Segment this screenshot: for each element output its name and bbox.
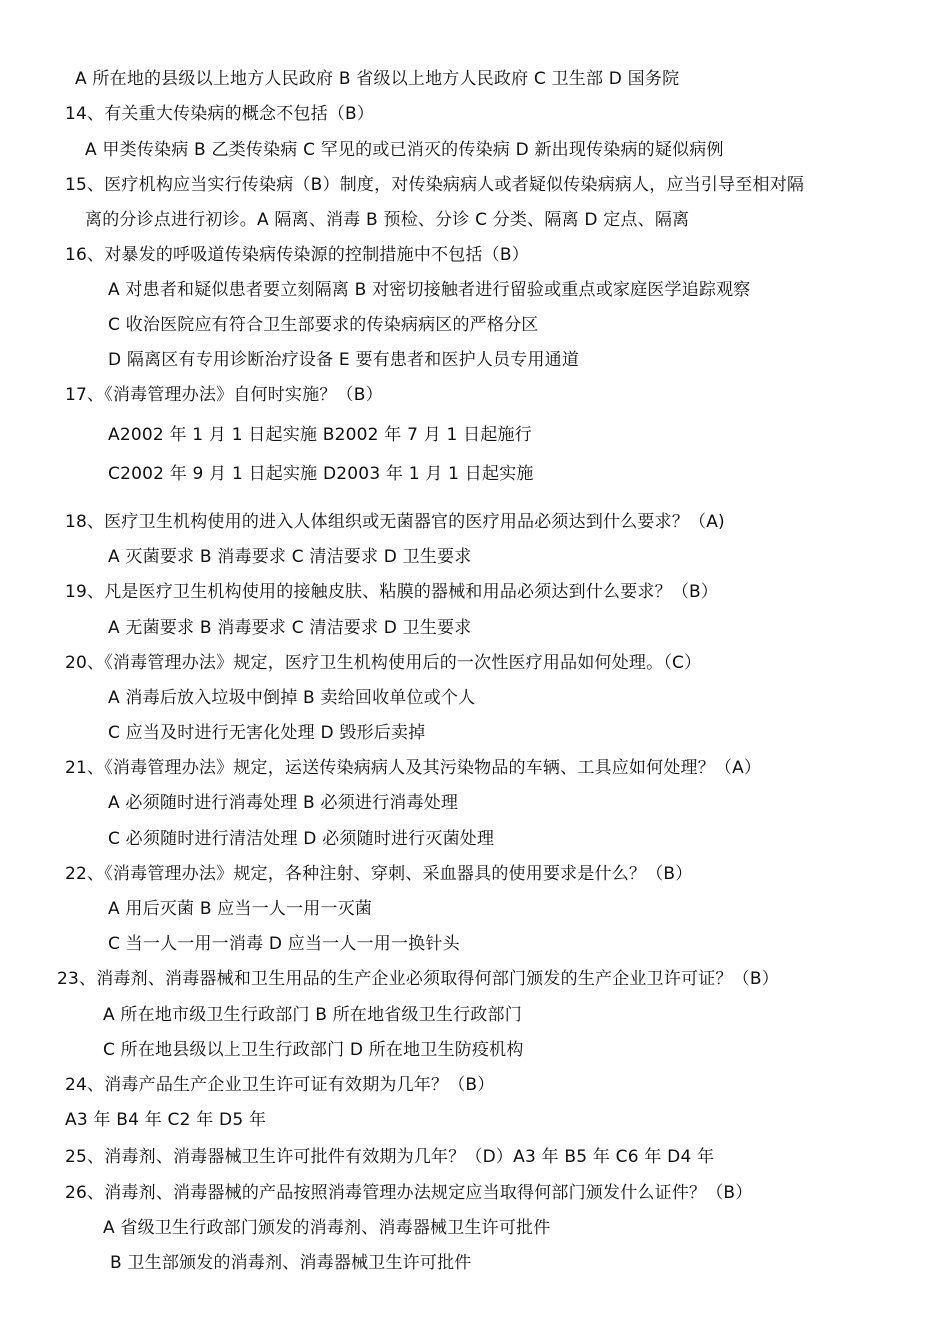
- text-line: C 必须随时进行清洁处理 D 必须随时进行灭菌处理: [108, 829, 495, 849]
- text-line: A3 年 B4 年 C2 年 D5 年: [65, 1110, 267, 1130]
- text-line: A 必须随时进行消毒处理 B 必须进行消毒处理: [108, 793, 459, 813]
- text-line: A 用后灭菌 B 应当一人一用一灭菌: [108, 899, 373, 919]
- question-26: 26、消毒剂、消毒器械的产品按照消毒管理办法规定应当取得何部门颁发什么证件？（B）: [65, 1183, 753, 1203]
- question-22: 22、《消毒管理办法》规定，各种注射、穿刺、采血器具的使用要求是什么？（B）: [65, 864, 693, 884]
- question-23: 23、消毒剂、消毒器械和卫生用品的生产企业必须取得何部门颁发的生产企业卫许可证？（B）: [57, 969, 779, 989]
- text-line: A 对患者和疑似患者要立刻隔离 B 对密切接触者进行留验或重点或家庭医学追踪观察: [108, 280, 751, 300]
- question-25: 25、消毒剂、消毒器械卫生许可批件有效期为几年？（D）A3 年 B5 年 C6 年 D4 年: [65, 1147, 715, 1167]
- question-17: 17、《消毒管理办法》自何时实施？（B）: [65, 385, 383, 405]
- text-line: A 无菌要求 B 消毒要求 C 清洁要求 D 卫生要求: [108, 618, 472, 638]
- text-line: C 收治医院应有符合卫生部要求的传染病病区的严格分区: [108, 315, 539, 335]
- text-line: B 卫生部颁发的消毒剂、消毒器械卫生许可批件: [110, 1253, 472, 1273]
- text-line: A2002 年 1 月 1 日起实施 B2002 年 7 月 1 日起施行: [108, 425, 532, 445]
- text-line: A 所在地市级卫生行政部门 B 所在地省级卫生行政部门: [103, 1005, 522, 1025]
- text-line: A 省级卫生行政部门颁发的消毒剂、消毒器械卫生许可批件: [103, 1218, 551, 1238]
- text-line: C 当一人一用一消毒 D 应当一人一用一换针头: [108, 934, 460, 954]
- question-21: 21、《消毒管理办法》规定，运送传染病病人及其污染物品的车辆、工具应如何处理？（A）: [65, 758, 762, 778]
- text-line: A 消毒后放入垃圾中倒掉 B 卖给回收单位或个人: [108, 688, 476, 708]
- text-line: C 所在地县级以上卫生行政部门 D 所在地卫生防疫机构: [103, 1040, 524, 1060]
- question-24: 24、消毒产品生产企业卫生许可证有效期为几年？（B）: [65, 1075, 495, 1095]
- question-14: 14、有关重大传染病的概念不包括（B）: [65, 104, 375, 124]
- question-20: 20、《消毒管理办法》规定，医疗卫生机构使用后的一次性医疗用品如何处理。（C）: [65, 653, 702, 673]
- text-line: 离的分诊点进行初诊。A 隔离、消毒 B 预检、分诊 C 分类、隔离 D 定点、隔离: [85, 210, 690, 230]
- text-line: C 应当及时进行无害化处理 D 毁形后卖掉: [108, 723, 426, 743]
- text-line: A 灭菌要求 B 消毒要求 C 清洁要求 D 卫生要求: [108, 547, 472, 567]
- question-18: 18、医疗卫生机构使用的进入人体组织或无菌器官的医疗用品必须达到什么要求？（A): [65, 512, 725, 532]
- question-15: 15、医疗机构应当实行传染病（B）制度，对传染病病人或者疑似传染病病人，应当引导至相对隔: [65, 175, 805, 195]
- question-16: 16、对暴发的呼吸道传染病传染源的控制措施中不包括（B）: [65, 245, 529, 265]
- text-line: C2002 年 9 月 1 日起实施 D2003 年 1 月 1 日起实施: [108, 464, 534, 484]
- text-line: D 隔离区有专用诊断治疗设备 E 要有患者和医护人员专用通道: [108, 350, 580, 370]
- question-19: 19、凡是医疗卫生机构使用的接触皮肤、粘膜的器械和用品必须达到什么要求？（B）: [65, 582, 719, 602]
- text-line: A 所在地的县级以上地方人民政府 B 省级以上地方人民政府 C 卫生部 D 国务院: [75, 69, 680, 89]
- text-line: A 甲类传染病 B 乙类传染病 C 罕见的或已消灭的传染病 D 新出现传染病的疑似病例: [85, 140, 724, 160]
